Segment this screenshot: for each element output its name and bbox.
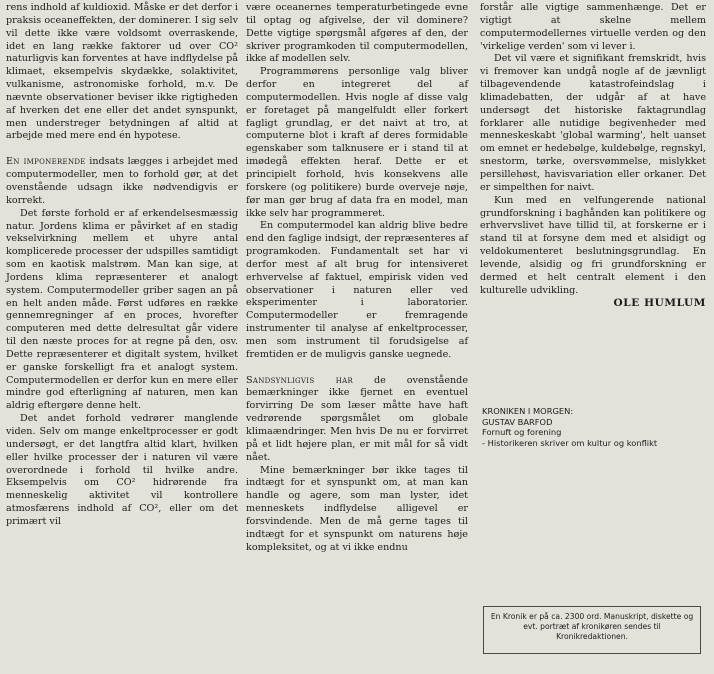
article-column-3 xyxy=(480,2,706,310)
paragraph xyxy=(6,156,238,207)
paragraph: Det første forhold er af erkendelsesmæssig natur. Jordens klima er påvirket af en stadig vekselvirkning mellem et uhyre antal komplicerede processer der udspilles samtidigt som en kaotisk malstrøm. Man kan sige, at Jordens klima repræsenterer et analogt system. Computermodeller griber sagen an på en helt anden måde. Først udføres en række gennemregninger af en proces, hvorefter computeren med dette delresultat går videre til den næste proces for at regne på den, osv. Dette repræsenterer et digitalt system, hvilket er ganske forskelligt fra et analogt system. Computermodellen er derfor kun en mere eller mindre god efterligning af naturen, men kan aldrig eftergøre denne helt. xyxy=(6,207,238,412)
paragraph: En computermodel kan aldrig blive bedre end den faglige indsigt, der repræsenteres af programkoden. Fundamentalt set har vi derfor mest af alt brug for intensiveret erhvervelse af faktuel, empirisk viden ved observationer i naturen eller ved eksperimenter i laboratorier. Computermodeller er fremragende instrumenter til analyse af enkeltprocesser, men som instrument til forudsigelse af fremtiden er de muligvis ganske uegnede. xyxy=(246,220,468,360)
paragraph xyxy=(246,375,468,465)
paragraph-text: de ovenstående bemærkninger ikke fjernet en eventuel forvirring De som læser måtte have haft vedrørende spørgsmålet om globale klimaændringer. Men hvis De nu er forvirret på et lidt højere plan, er mit mål for så vidt nået. xyxy=(246,374,468,463)
teaser-title: Fornuft og forening xyxy=(482,427,562,438)
paragraph: Mine bemærkninger bør ikke tages til indtægt for et synspunkt om, at man kan handle og agere, som man lyster, idet menneskets indflydelse alligevel er forsvindende. Men de må gerne tages til indtægt for et synspunkt om naturens høje kompleksitet, og at vi ikke endnu xyxy=(246,464,468,553)
paragraph-text: indsats lægges i arbejdet med computermodeller, men to forhold gør, at det ovenstående udsagn ikke nødvendigvis er korrekt. xyxy=(6,156,238,206)
teaser-author: GUSTAV BARFOD xyxy=(482,416,553,427)
paragraph: Det andet forhold vedrører manglende viden. Selv om mange enkeltprocesser er godt undersøgt, er det langtfra altid klart, hvilken eller hvilke processer der i naturen vil være overordnede i forhold til hvilke andre. Eksempelvis om CO² hidrørende fra menneskelig aktivitet vil kontrollere atmosfærens indhold af CO², eller om det primært vil xyxy=(6,413,238,527)
submission-info-text: En Kronik er på ca. 2300 ord. Manuskript, diskette og evt. portræt af kronikøren sendes til Kronikredaktionen. xyxy=(490,612,694,641)
tomorrow-teaser xyxy=(482,406,702,448)
teaser-heading: KRONIKEN I MORGEN: xyxy=(482,406,574,416)
author-signature: OLE HUMLUM xyxy=(613,297,706,310)
submission-info-box xyxy=(483,606,701,654)
paragraph: forstår alle vigtige sammenhænge. Det er vigtigt at skelne mellem computermodellernes virtuelle verden og den 'virkelige verden' som vi lever i. xyxy=(480,2,706,52)
lead-in: Sandsynligvis har xyxy=(246,374,354,386)
article-column-1 xyxy=(6,2,238,529)
paragraph: rens indhold af kuldioxid. Måske er det derfor i praksis oceaneffekten, der dominerer. I sig selv vil dette ikke være voldsomt overraskende, idet en lang række faktorer ud over CO² naturligvis kan forventes at have indflydelse på klimaet, eksempelvis skydække, solaktivitet, vulkanisme, astronomiske forhold, m.v. De nævnte observationer beviser ikke rigtigheden af hverken det ene eller det andet synspunkt, men understreger betydningen af altid at arbejde med mere end én hypotese. xyxy=(6,2,238,142)
paragraph: Kun med en velfungerende national grundforskning i baghånden kan politikere og erhvervslivet have tillid til, at forskerne er i stand til at forsyne dem med et alsidigt og veldokumenteret beslutningsgrundlag. En levende, alsidig og fri grundforskning er dermed et helt centralt element i den kulturelle udvikling. xyxy=(480,194,706,296)
paragraph: Det vil være et signifikant fremskridt, hvis vi fremover kan undgå nogle af de jævnligt tilbagevendende katastrofeindslag i klimadebatten, der udgår af at have undersøgt det historiske faktagrundlag forklarer alle nutidige begivenheder med menneskeskabt 'global warming', helt uanset om emnet er hedebølge, kuldebølge, regnskyl, snestorm, tørke, oversvømmelse, mislykket persillehøst, havisvariation eller orkaner. Det er simpelthen for naivt. xyxy=(480,53,706,193)
lead-in: En imponerende xyxy=(6,156,86,168)
article-column-2 xyxy=(246,2,468,554)
paragraph: være oceanernes temperaturbetingede evne til optag og afgivelse, der vil dominere? Dette vigtige spørgsmål afgøres af den, der skriver programkoden til computermodellen, ikke af modellen selv. xyxy=(246,2,468,65)
teaser-subtitle: - Historikeren skriver om kultur og konflikt xyxy=(482,437,658,448)
paragraph: Programmørens personlige valg bliver derfor en integreret del af computermodellen. Hvis nogle af disse valg er foretaget på mangelfuldt eller forkert fagligt grundlag, er det naivt at tro, at computerne blot i kraft af deres formidable egenskaber som talknusere er i stand til at imødegå effekten heraf. Dette er et principielt forhold, hvis konsekvens alle forskere (og politikere) burde overveje nøje, før man gør brug af data fra en model, man ikke selv har programmeret. xyxy=(246,66,468,219)
